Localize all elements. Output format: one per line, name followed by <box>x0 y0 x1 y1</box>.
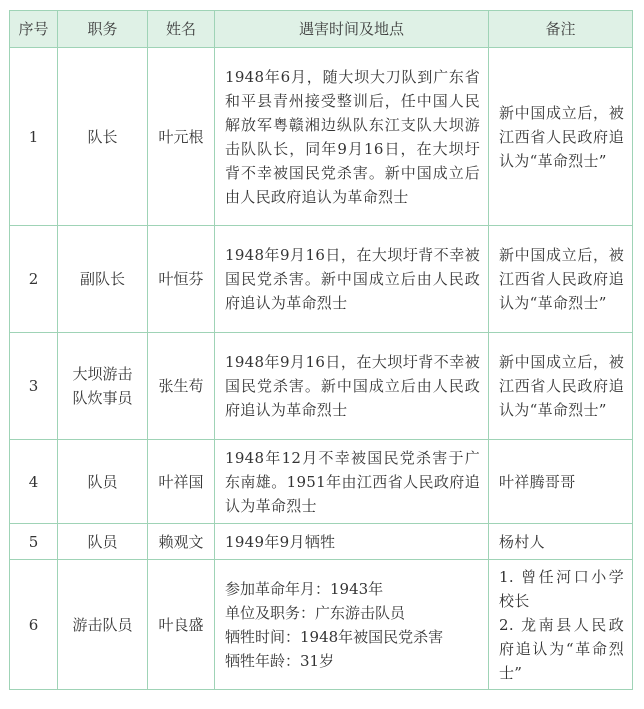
detail-line: 牺牲时间：1948年被国民党杀害 <box>225 627 444 646</box>
header-no: 序号 <box>10 11 58 48</box>
row-detail: 1948年9月16日，在大坝圩背不幸被国民党杀害。新中国成立后由人民政府追认为革命烈士 <box>215 333 489 440</box>
document-page <box>9 10 632 690</box>
row-name: 叶祥国 <box>148 440 215 524</box>
row-no: 2 <box>10 226 58 333</box>
row-detail: 1948年6月，随大坝大刀队到广东省和平县青州接受整训后，任中国人民解放军粤赣湘边纵队东江支队大坝游击队队长，同年9月16日，在大坝圩背不幸被国民党杀害。新中国成立后由人民政府追认为革命烈士 <box>215 48 489 226</box>
row-note: 新中国成立后，被江西省人民政府追认为“革命烈士” <box>489 333 633 440</box>
row-name: 赖观文 <box>148 524 215 560</box>
row-name: 叶良盛 <box>148 560 215 690</box>
note-line: 1. 曾任河口小学校长 <box>499 567 624 610</box>
row-position: 副队长 <box>58 226 148 333</box>
detail-line: 参加革命年月：1943年 <box>225 579 384 598</box>
table-header-row <box>10 11 633 48</box>
row-no: 6 <box>10 560 58 690</box>
table-row <box>10 48 633 226</box>
header-name: 姓名 <box>148 11 215 48</box>
row-note: 新中国成立后，被江西省人民政府追认为“革命烈士” <box>489 226 633 333</box>
table-row <box>10 560 633 690</box>
header-note: 备注 <box>489 11 633 48</box>
row-detail: 1949年9月牺牲 <box>215 524 489 560</box>
row-detail: 1948年12月不幸被国民党杀害于广东南雄。1951年由江西省人民政府追认为革命烈士 <box>215 440 489 524</box>
row-no: 5 <box>10 524 58 560</box>
row-name: 叶元根 <box>148 48 215 226</box>
row-position: 游击队员 <box>58 560 148 690</box>
row-note: 叶祥腾哥哥 <box>489 440 633 524</box>
row-note: 杨村人 <box>489 524 633 560</box>
row-no: 3 <box>10 333 58 440</box>
detail-line: 单位及职务：广东游击队员 <box>225 603 406 622</box>
row-name: 叶恒芬 <box>148 226 215 333</box>
row-name: 张生苟 <box>148 333 215 440</box>
header-position: 职务 <box>58 11 148 48</box>
table-row <box>10 524 633 560</box>
martyrs-table <box>9 10 633 690</box>
row-position: 队员 <box>58 524 148 560</box>
row-detail <box>215 560 489 690</box>
note-line: 2. 龙南县人民政府追认为“革命烈士” <box>499 615 624 682</box>
row-detail: 1948年9月16日，在大坝圩背不幸被国民党杀害。新中国成立后由人民政府追认为革命烈士 <box>215 226 489 333</box>
row-note <box>489 560 633 690</box>
detail-line: 牺牲年龄：31岁 <box>225 651 335 670</box>
row-position: 队长 <box>58 48 148 226</box>
table-row <box>10 440 633 524</box>
table-row <box>10 333 633 440</box>
row-position: 大坝游击队炊事员 <box>58 333 148 440</box>
row-no: 1 <box>10 48 58 226</box>
table-row <box>10 226 633 333</box>
row-position: 队员 <box>58 440 148 524</box>
row-note: 新中国成立后，被江西省人民政府追认为“革命烈士” <box>489 48 633 226</box>
header-detail: 遇害时间及地点 <box>215 11 489 48</box>
row-no: 4 <box>10 440 58 524</box>
